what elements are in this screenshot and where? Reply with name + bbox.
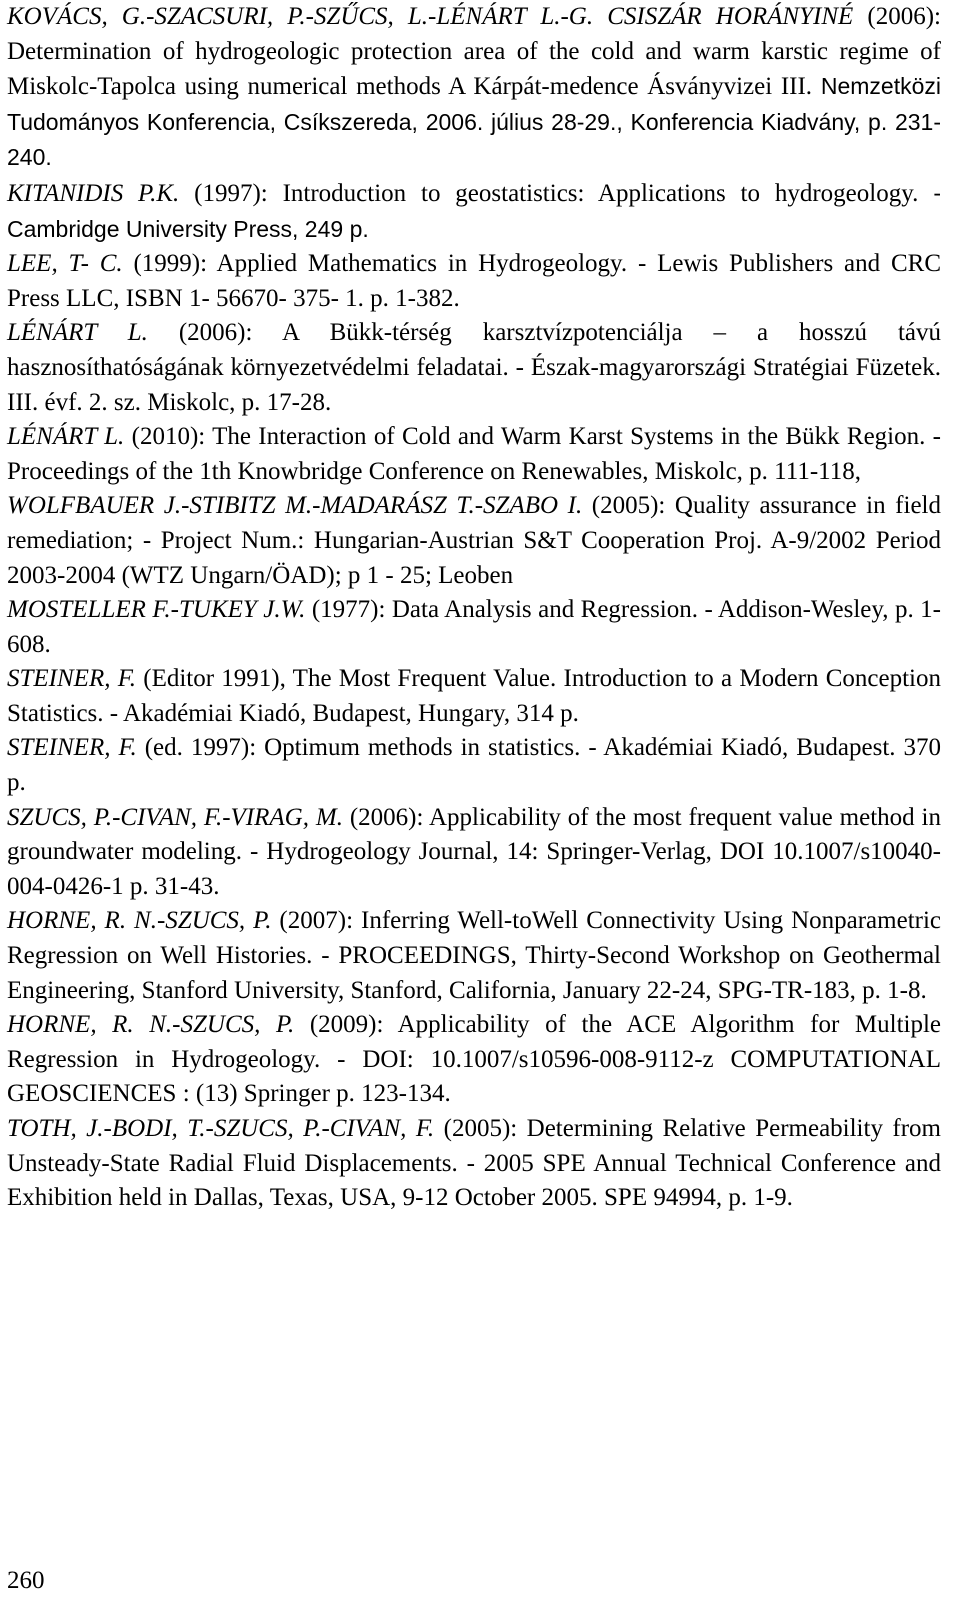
reference-entry [7,731,941,800]
reference-entry [7,247,941,316]
reference-authors: LÉNÁRT L. [7,319,148,347]
reference-text: (Editor 1991), The Most Frequent Value. Introduction to a Modern Conception Statistics. - Akadémiai Kiadó, Budapest, Hungary, 314 p. [7,665,941,727]
reference-entry [7,801,941,905]
page-number: 260 [7,1567,45,1594]
reference-entry [7,904,941,1008]
reference-text: (1999): Applied Mathematics in Hydrogeology. - Lewis Publishers and CRC Press LLC, ISBN 1- 56670- 375- 1. p. 1-382. [7,250,941,312]
reference-authors: HORNE, R. N.-SZUCS, P. [7,907,272,935]
reference-authors: LÉNÁRT L. [7,423,125,451]
reference-entry [7,176,941,247]
reference-authors: WOLFBAUER J.-STIBITZ M.-MADARÁSZ T.-SZABO I. [7,492,583,520]
reference-text: (2006): Determination of hydrogeologic protection area of the cold and warm karstic regime of Miskolc-Tapolca using numerical methods A Kárpát-medence Ásványvizei III. [7,3,941,101]
reference-text: (2009): Applicability of the ACE Algorithm for Multiple Regression in Hydrogeology. - DOI: 10.1007/s10596-008-9112-z COMPUTATIONAL GEOSCIENCES : (13) Springer p. 123-134. [7,1011,941,1108]
reference-authors: KOVÁCS, G.-SZACSURI, P.-SZŰCS, L.-LÉNÁRT L.-G. CSISZÁR HORÁNYINÉ [7,3,854,30]
reference-authors: KITANIDIS P.K. [7,179,180,207]
reference-text: (2006): A Bükk-térség karsztvízpotenciálja – a hosszú távú hasznosíthatóságának környezetvédelmi feladatai. - Észak-magyarországi Stratégiai Füzetek. III. évf. 2. sz. Miskolc, p. 17-28. [7,319,941,416]
reference-authors: SZUCS, P.-CIVAN, F.-VIRAG, M. [7,803,343,831]
reference-text-sans: - Cambridge University Press, 249 p. [7,179,941,242]
reference-entry [7,593,941,662]
reference-text: (2006): Applicability of the most frequent value method in groundwater modeling. - Hydrogeology Journal, 14: Springer-Verlag, DOI 10.1007/s10040-004-0426-1 p. 31-43. [7,803,941,900]
reference-authors: HORNE, R. N.-SZUCS, P. [7,1011,295,1039]
reference-authors: STEINER, F. [7,734,137,762]
reference-authors: STEINER, F. [7,665,137,693]
reference-entry [7,0,941,176]
reference-list [7,0,941,1216]
reference-text: (2007): Inferring Well-toWell Connectivity Using Nonparametric Regression on Well Histories. - PROCEEDINGS, Thirty-Second Workshop on Geothermal Engineering, Stanford University, Stanford, California, January 22-24, SPG-TR-183, p. 1-8. [7,907,942,1004]
reference-entry [7,489,941,593]
reference-entry [7,1008,941,1112]
reference-text-sans: Nemzetközi Tudományos Konferencia, Csíkszereda, 2006. július 28-29., Konferencia Kiadvány, p. 231-240. [7,73,941,171]
reference-entry [7,1112,941,1216]
reference-text: (2010): The Interaction of Cold and Warm Karst Systems in the Bükk Region. - Proceedings of the 1th Knowbridge Conference on Renewables, Miskolc, p. 111-118, [7,423,941,485]
reference-text: (2005): Determining Relative Permeability from Unsteady-State Radial Fluid Displacements. - 2005 SPE Annual Technical Conference and Exhibition held in Dallas, Texas, USA, 9-12 October 2005. SPE 94994, p. 1-9. [7,1115,941,1212]
reference-text: (2005): Quality assurance in field remediation; - Project Num.: Hungarian-Austrian S&T Cooperation Proj. A-9/2002 Period 2003-2004 (WTZ Ungarn/ÖAD); p 1 - 25; Leoben [7,492,942,589]
reference-entry [7,316,941,420]
reference-text: (ed. 1997): Optimum methods in statistics. - Akadémiai Kiadó, Budapest. 370 p. [7,734,941,797]
reference-entry [7,420,941,489]
reference-entry [7,662,941,731]
reference-authors: MOSTELLER F.-TUKEY J.W. [7,596,306,624]
reference-text: (1997): Introduction to geostatistics: Applications to hydrogeology. [179,179,919,207]
reference-text: (1977): Data Analysis and Regression. - Addison-Wesley, p. 1-608. [7,596,941,658]
reference-authors: LEE, T- C. [7,250,123,278]
reference-authors: TOTH, J.-BODI, T.-SZUCS, P.-CIVAN, F. [7,1115,435,1142]
